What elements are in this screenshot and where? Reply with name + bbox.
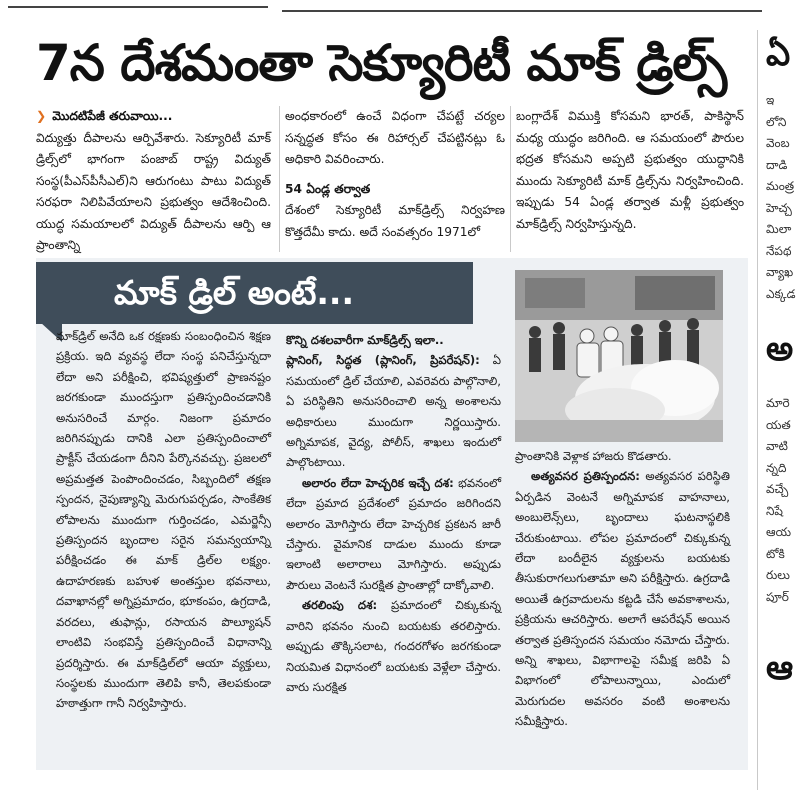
column-text: అత్యవసర ప్రతిస్పందన: అత్యవసర పరిస్థితి ఏర్పడిన వెంటనే అగ్నిమాపక వాహనాలు, అంబులెన్స్‌లు, బృందాలు ఘటనాస్థలికి చేరుకుంటాయి. లోపల ప్రమాదంలో చిక్కుకున్న లేదా బందీలైన వ్యక్తులను బయటకు తీసుకురాగలుగుతామా అని పరీక్షిస్తారు. ఉగ్రదాడి అయితే ఉగ్రవాదులను కట్టడి చేసే అవకాశాలను, ప్రక్రియను ఆచరిస్తారు. అలాగే ఆపరేషన్ అయిన తర్వాత ప్రతిస్పందన సమయం నమోదు చేస్తారు. అన్ని శాఖలు, విభాగాలపై సమీక్ష జరిపి ఏ విభాగంలో లోపాలున్నాయి, ఎందులో మెరుగుదల అవసరం వంటి అంశాలను సమీక్షిస్తారు. [515,469,730,729]
column-text: బంగ్లాదేశ్ విముక్తి కోసమని భారత్, పాకిస్థాన్ మధ్య యుద్ధం జరిగింది. ఆ సమయంలో పౌరుల భద్రత కోసమని అప్పటి ప్రభుత్వం యుద్ధానికి ముందు సెక్యూరిటీ మాక్ డ్రిల్స్‌ను నిర్వహించింది. ఇప్పుడు 54 ఏండ్ల తర్వాత మళ్లీ ప్రభుత్వం మాక్‌డ్రిల్స్ నిర్వహిస్తున్నది. [516,109,744,231]
column-text: అలారం లేదా హెచ్చరిక ఇచ్చే దశ: భవనంలో లేదా ప్రమాద ప్రదేశంలో ప్రమాదం జరిగిందని అలారం మోగిస్తారు లేదా హెచ్చరిక ప్రకటన జారీ చేస్తారు. వైమానిక దాడుల ముందు కూడా ఇలాంటి అలారాలు మోగిస్తారు. అప్పుడు పౌరులు వెంటనే సురక్షిత ప్రాంతాల్లో దాక్కోవాలి. [286,475,502,592]
adjacent-text-line: దాడి [766,157,788,172]
adjacent-text-line: మంత్ర [766,179,795,193]
top-column-1 [36,106,271,257]
page-top-rule [0,0,800,26]
drill-photo-illustration [515,270,723,442]
adjacent-headline: ఆ [766,648,794,688]
top-column-3 [516,106,744,235]
box-column-1 [56,326,271,714]
adjacent-text-line: వెంబ [766,136,790,150]
adjacent-text-line: ఇ [766,93,775,107]
adjacent-text-line: యత [766,417,791,432]
adjacent-text-line: నేపథ [766,243,792,258]
adjacent-text-line: ఎక్కడ [766,286,796,301]
page-edge-divider [757,30,758,790]
adjacent-headline: ఏ [766,34,791,74]
continued-kicker: ❯ మొదటిపేజీ తరువాయి... [36,109,173,123]
adjacent-text-line: నిషే [766,503,783,518]
adjacent-text-line: మారె [766,396,790,410]
adjacent-text-line: టోకి [766,546,785,561]
adjacent-text [766,90,800,305]
column-text: దేశంలో సెక్యూరిటీ మాక్‌డ్రిల్స్ నిర్వహణ కొత్తదేమీ కాదు. అదే సంవత్సరం 1971లో [285,203,505,239]
adjacent-text-line: న్నది [766,460,787,475]
adjacent-text-line: రులు [766,568,790,582]
adjacent-article-strip [766,28,800,788]
box-column-3 [515,446,730,732]
adjacent-text-line: వాటి [766,439,788,453]
adjacent-text-line: మిలా [766,222,792,236]
photo-caption: ప్రాంతానికి వెళ్లాక హాజరు కొడతారు. [515,449,672,463]
column-text: ప్లానింగ్, సిద్ధత (ప్లానింగ్, ప్రిపరేషన్): ఏ సమయంలో డ్రిల్ చేయాలి, ఎవరెవరు పాల్గొనాలి, ఏ పరిస్థితిని అనుసరించాలి అన్న అంశాలను అధికారులు ముందుగా నిర్ణయిస్తారు. అగ్నిమాపక, వైద్య, పోలీస్, శాఖలు ఇందులో పాల్గొంటాయి. [286,353,501,470]
column-text: అంధకారంలో ఉంచే విధంగా చేపట్టే చర్యల సన్నద్ధత కోసం ఈ రిహార్సల్ చేపట్టినట్లు ఓ అధికారి వివరించారు. [285,109,505,166]
column-text: తరలింపు దశ: ప్రమాదంలో చిక్కుకున్న వారిని భవనం నుంచి బయటకు తరలిస్తారు. అప్పుడు తొక్కిసలాట, గందరగోళం జరగకుండా నియమిత విధానంలో బయటకు వెళ్లేలా చేస్తారు. వారు సురక్షిత [286,598,502,694]
adjacent-text-line: వచ్చే [766,482,789,496]
column-text: విద్యుత్తు దీపాలను ఆర్పివేశారు. సెక్యూరిటీ మాక్ డ్రిల్స్‌లో భాగంగా పంజాబ్ రాష్ట్ర విద్యుత్ సంస్థ(పీఎస్‌పీసీఎల్)ని ఆరుగంటు పాటు విద్యుత్ సరఫరా నిలిపివేయాలని ప్రభుత్వం ఆదేశించింది. యుద్ధ సమయాలలో విద్యుత్ దీపాలను ఆర్పి ఆ ప్రాంతాన్ని [36,130,271,252]
subheading: 54 ఏండ్ల తర్వాత [285,181,371,196]
adjacent-text-line: పూర్ [766,589,789,604]
adjacent-text-line: లోని [766,114,787,129]
column-text: మాక్‌డ్రిల్ అనేది ఒక రక్షణకు సంబంధించిన శిక్షణ ప్రక్రియ. ఇది వ్యవస్థ లేదా సంస్థ పనిచేస్తున్నదా లేదా అని పరీక్షించి, భవిష్యత్తులో ప్రాణనష్టం జరగకుండా ముందస్తుగా ప్రతిస్పందించడానికి అనుసరించే మార్గం. నిజంగా ప్రమాదం జరిగినప్పుడు దానికి ఎలా ప్రతిస్పందించాలో ప్రాక్టీస్ చేయడంగా దీనిని పేర్కొనవచ్చు. ప్రజలలో అప్రమత్తత పెంపొందించడం, సిబ్బందిలో తక్షణ స్పందన, నైపుణ్యాన్ని మెరుగుపర్చడం, సాంకేతిక లోపాలను ముందుగా గుర్తించడం, ఎమర్జెన్సీ ప్రతిస్పందన బృందాల సరైన సమన్వయాన్ని పరీక్షించడం ఈ మాక్ డ్రిల్‌ల లక్ష్యం. ఉదాహరణకు బహుళ అంతస్తుల భవనాలు, దవాఖానల్లో అగ్నిప్రమాదం, భూకంపం, ఉగ్రదాడి, వరదలు, తుఫాన్లు, రసాయన పొల్యూషన్ లాంటివి సంభవిస్తే ప్రతిస్పందించే విధానాన్ని ప్రదర్శిస్తారు. ఈ మాక్‌డ్రిల్‌లో ఆయా వ్యక్తులు, సంస్థలకు ముందుగా తెలిపి కానీ, తెలపకుండా హఠాత్తుగా గానీ నిర్వహిస్తారు. [56,329,271,711]
chevron-right-icon: ❯ [36,109,47,123]
headline: 7న దేశమంతా సెక్యూరిటీ మాక్ డ్రిల్స్ [36,34,727,92]
box-title-banner [36,262,473,324]
adjacent-text-line: వ్యాఖ [766,265,794,279]
adjacent-text-line: ఆయ [766,525,792,539]
adjacent-text-line: హెచ్చ [766,200,792,215]
box-title: మాక్ డ్రిల్ అంటే... [114,273,354,312]
adjacent-text [766,393,800,608]
column-divider [279,106,280,252]
adjacent-headline: అ [766,329,794,369]
box-column-2 [286,326,501,697]
top-column-2 [285,106,505,243]
subheading: కొన్ని దశలవారీగా మాక్‌డ్రిల్స్ ఇలా.. [286,333,444,347]
drill-photo [515,270,723,442]
column-divider [510,106,511,252]
